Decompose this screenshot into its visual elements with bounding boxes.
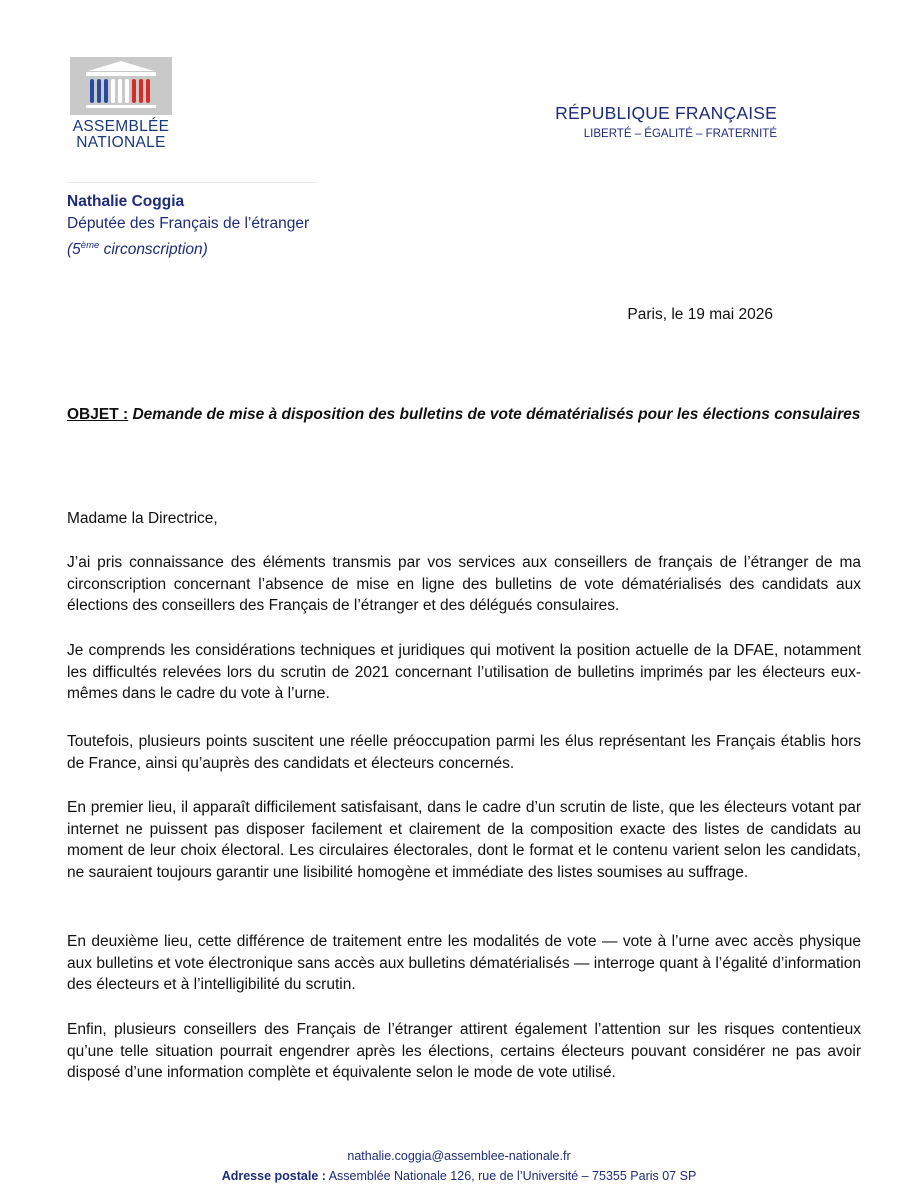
header-divider [67, 182, 317, 183]
circ-superscript: ème [80, 240, 100, 251]
footer-email: nathalie.coggia@assemblee-nationale.fr [347, 1149, 571, 1163]
subject-label: OBJET : [67, 406, 129, 423]
logo-text-assemblee: ASSEMBLÉE [72, 118, 170, 135]
footer-address-text: Assemblée Nationale 126, rue de l’Université – 75355 Paris 07 SP [325, 1169, 697, 1183]
logo-text-nationale: NATIONALE [76, 134, 166, 151]
sender-role: Députée des Français de l’étranger [67, 215, 310, 232]
circ-open: (5 [67, 241, 81, 259]
paragraph-5: En deuxième lieu, cette différence de traitement entre les modalités de vote — vote à l’urne avec accès physique aux bulletins et vote électronique sans accès aux bulletins dématérialisés — interroge quant à l’égalité d’information des électeurs et à l’intelligibilité du scrutin. [67, 933, 861, 993]
assemblee-nationale-logo [70, 57, 172, 153]
paragraph-4: En premier lieu, il apparaît difficilement satisfaisant, dans le cadre d’un scrutin de liste, que les électeurs votant par internet ne puissent pas disposer facilement et clairement de la composition exacte des listes de candidats au moment de leur choix électoral. Les circulaires électorales, dont le format et le contenu varient selon les candidats, ne sauraient toujours garantir une lisibilité homogène et immédiate des listes soumises au suffrage. [67, 799, 861, 881]
sender-block [67, 191, 309, 261]
letter-date: Paris, le 19 mai 2026 [627, 306, 773, 323]
circ-rest: circonscription) [99, 241, 208, 259]
paragraph-1: J’ai pris connaissance des éléments transmis par vos services aux conseillers de français de l’étranger de ma circonscription concernant l’absence de mise en ligne des bulletins de vote dématérialisés des candidats aux élections des conseillers des Français de l’étranger et des délégués consulaires. [67, 554, 861, 614]
sender-circonscription [67, 235, 309, 261]
paragraph-3: Toutefois, plusieurs points suscitent une réelle préoccupation parmi les élus représentant les Français établis hors de France, ainsi qu’auprès des candidats et électeurs concernés. [67, 733, 861, 772]
republic-header [555, 103, 777, 140]
paragraph-6: Enfin, plusieurs conseillers des Français de l’étranger attirent également l’attention sur les risques contentieux qu’une telle situation pourrait engendrer après les élections, certains électeurs pouvant considérer ne pas avoir disposé d’une information complète et équivalente selon le mode de vote utilisé. [67, 1021, 861, 1081]
letter-subject [67, 406, 860, 424]
paragraph-2: Je comprends les considérations techniques et juridiques qui motivent la position actuelle de la DFAE, notamment les difficultés relevées lors du scrutin de 2021 concernant l’utilisation de bulletins imprimés par les électeurs eux-mêmes dans le cadre du vote à l’urne. [67, 642, 861, 702]
salutation: Madame la Directrice, [67, 510, 218, 527]
footer-address-label: Adresse postale : [221, 1169, 326, 1183]
republic-title: RÉPUBLIQUE FRANÇAISE [555, 103, 777, 123]
sender-name: Nathalie Coggia [67, 193, 185, 210]
hemicycle-emblem [70, 57, 172, 115]
subject-text: Demande de mise à disposition des bulletins de vote dématérialisés pour les élections consulaires [132, 406, 861, 423]
republic-motto: LIBERTÉ – ÉGALITÉ – FRATERNITÉ [583, 128, 777, 140]
footer-address [0, 1169, 918, 1183]
